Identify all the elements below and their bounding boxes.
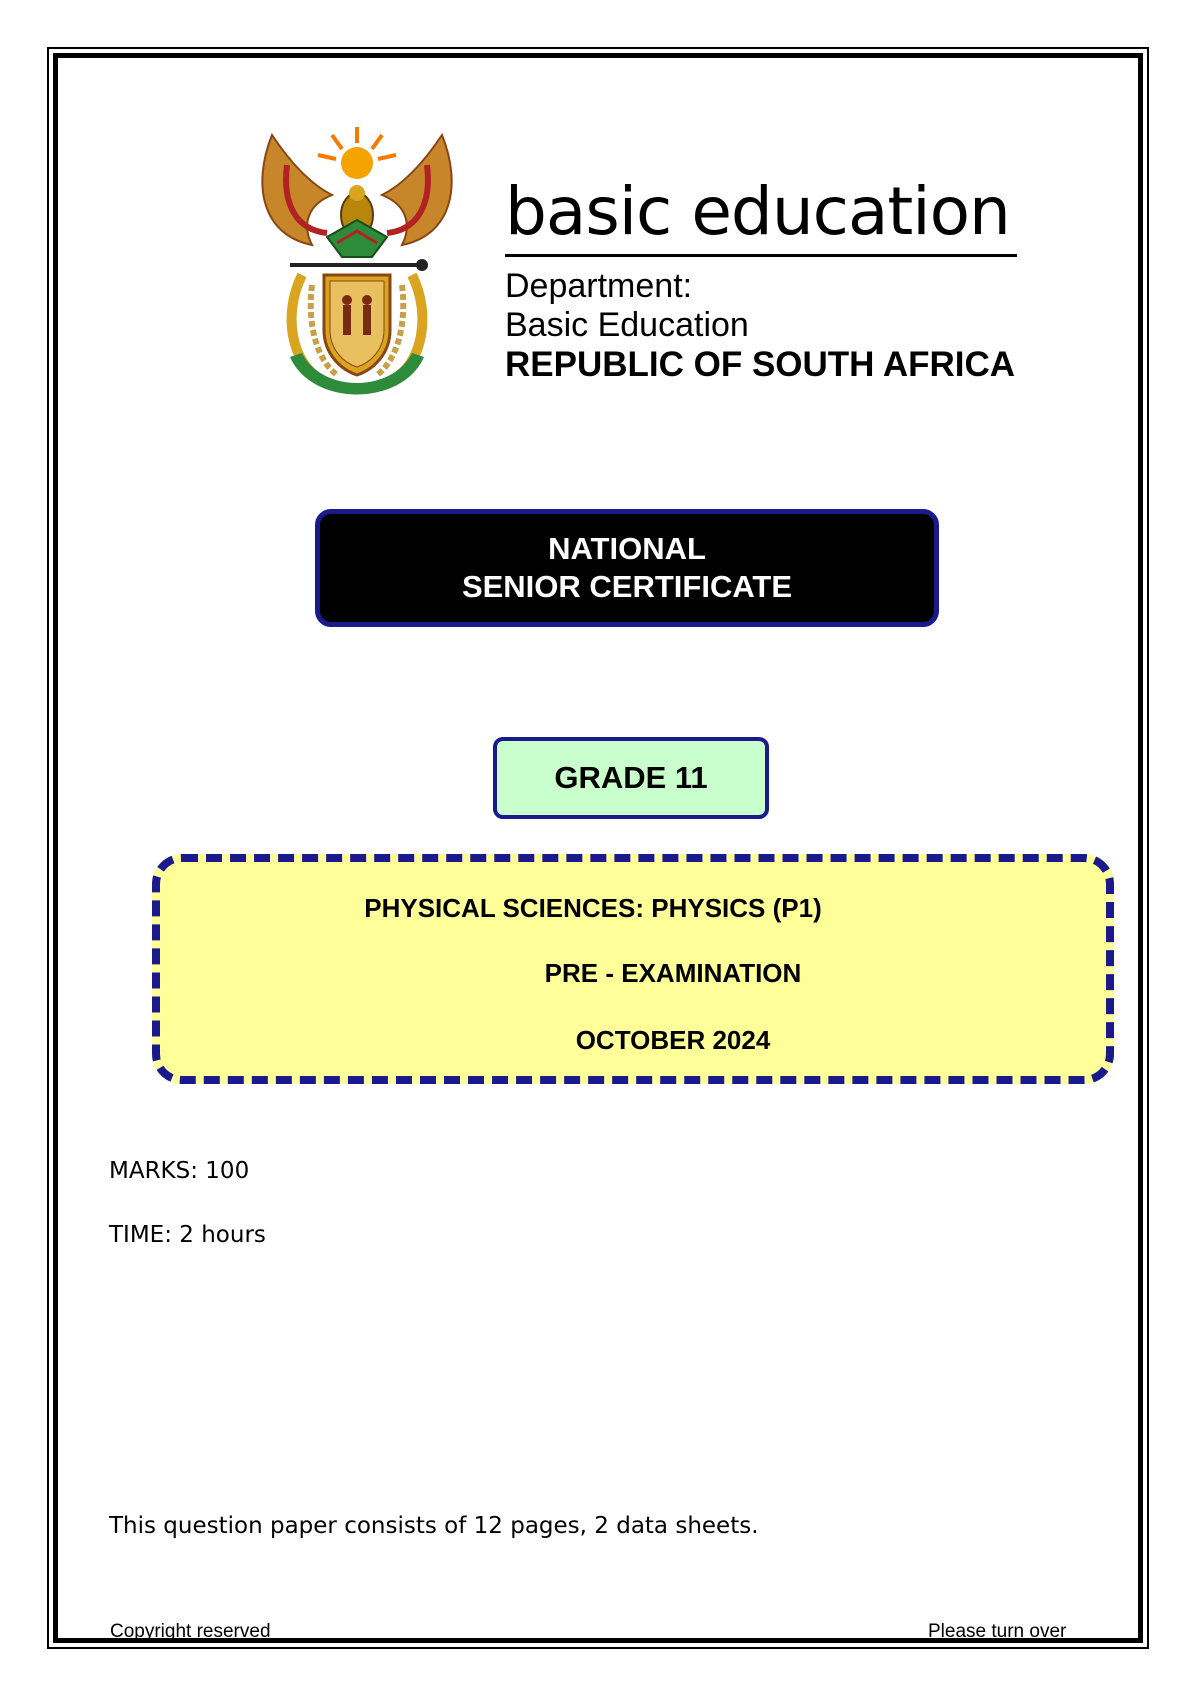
exam-type: PRE - EXAMINATION (544, 958, 802, 988)
brand-title: basic education (505, 173, 1010, 250)
certificate-banner (315, 509, 939, 627)
department-label: Department: (505, 267, 693, 305)
grade-badge: GRADE 11 (493, 737, 769, 819)
pages-note: This question paper consists of 12 pages, 2 data sheets. (109, 1513, 759, 1539)
footer-turn-over: Please turn over (928, 1621, 1067, 1642)
sun-icon (318, 127, 396, 179)
marks-info: MARKS: 100 (109, 1158, 250, 1184)
certificate-line-1: NATIONAL (548, 531, 706, 566)
brand-divider (505, 254, 1017, 257)
footer-copyright: Copyright reserved (110, 1621, 271, 1642)
time-info: TIME: 2 hours (109, 1222, 266, 1248)
subject-panel (152, 854, 1114, 1084)
coat-of-arms-icon (252, 125, 462, 407)
country-name: REPUBLIC OF SOUTH AFRICA (505, 345, 1016, 384)
certificate-line-2: SENIOR CERTIFICATE (461, 569, 793, 604)
exam-date: OCTOBER 2024 (575, 1025, 771, 1055)
subject-name: PHYSICAL SCIENCES: PHYSICS (P1) (364, 893, 822, 923)
department-name: Basic Education (505, 306, 749, 344)
